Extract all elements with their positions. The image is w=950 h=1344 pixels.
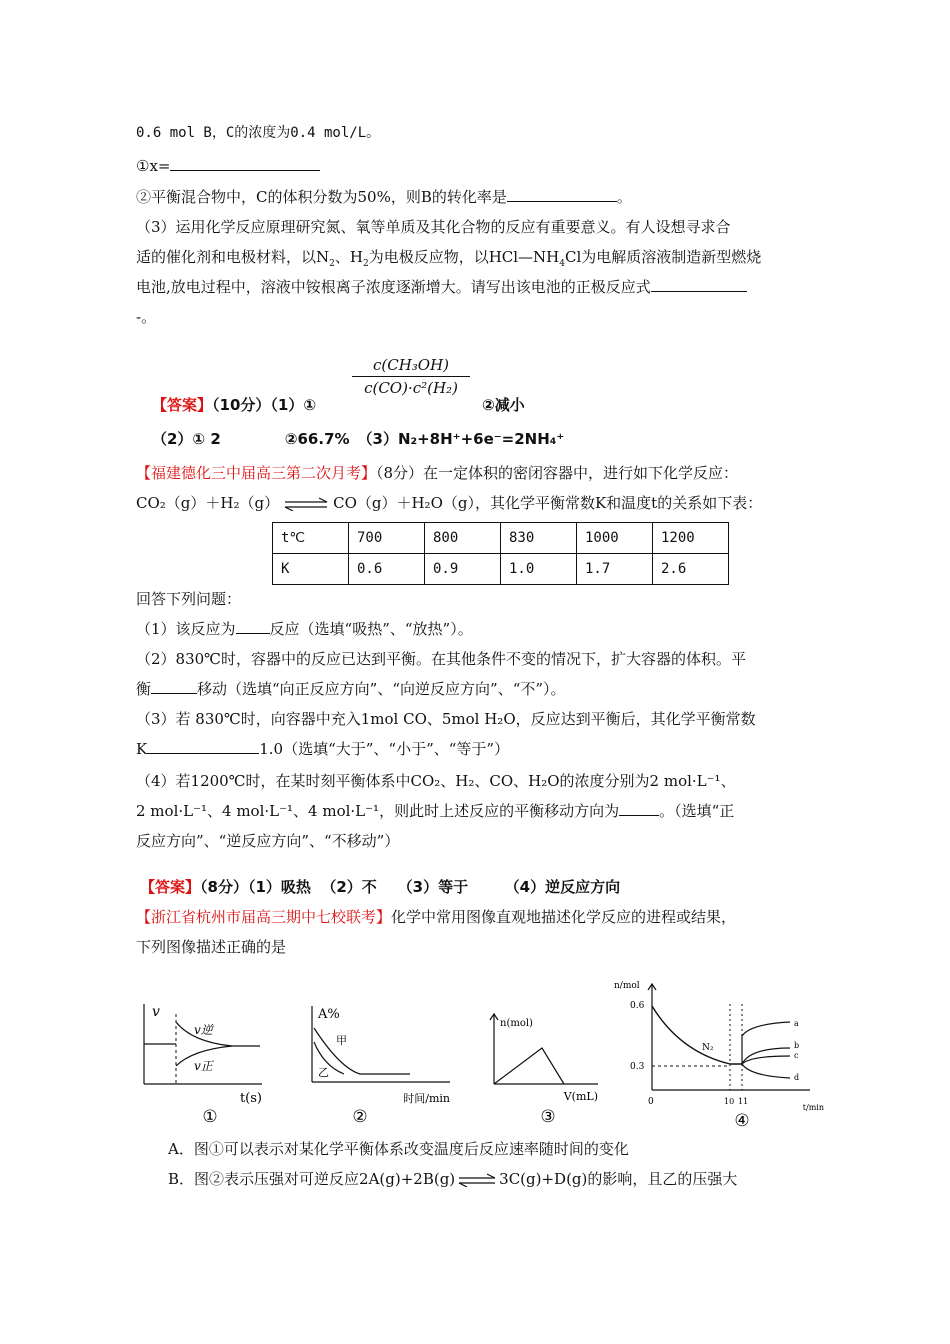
table-cell: t℃	[273, 523, 349, 554]
k-table	[272, 522, 729, 585]
t: 3C(g)+D(g)的影响，且乙的压强大	[499, 1170, 738, 1188]
sub-question-2: （2）830℃时，容器中的反应已达到平衡。在其他条件不变的情况下，扩大容器的体积。平	[136, 650, 746, 668]
t: （8分）在一定体积的密闭容器中，进行如下化学反应：	[376, 464, 739, 482]
axis-y-label: n/mol	[614, 981, 640, 991]
answer-blank	[151, 679, 197, 694]
option-a: A．图①可以表示对某化学平衡体系改变温度后反应速率随时间的变化	[168, 1140, 629, 1158]
problem-3-intro: 下列图像描述正确的是	[136, 938, 287, 956]
question-1-2	[136, 186, 632, 208]
curve-label: N₂	[702, 1043, 714, 1053]
t: B．图②表示压强对可逆反应2A(g)+2B(g)	[168, 1170, 456, 1188]
t: （2）① 2	[152, 430, 221, 448]
answer-tag: 【答案】	[140, 878, 201, 896]
axis-x-label: t/min	[802, 1103, 824, 1112]
sub-question-3	[136, 738, 509, 760]
axis-y-label: A%	[318, 1007, 340, 1022]
curve-label: c	[794, 1051, 799, 1060]
tick-label: 0.6	[630, 1001, 645, 1011]
t: 移动（选填“向正反应方向”、“向逆反应方向”、“不”）。	[197, 680, 566, 698]
t: Cl为电解质溶液制造新型燃烧	[565, 248, 762, 266]
question-1-3-line: （3）运用化学反应原理研究氮、氧等单质及其化合物的反应有重要意义。有人设想寻求合	[136, 218, 731, 236]
answer-1-line-1	[152, 394, 316, 416]
curve-label: d	[794, 1073, 800, 1082]
axis-x-label: t(s)	[239, 1091, 262, 1106]
curve-label: v逆	[194, 1023, 213, 1037]
figure-number: ③	[540, 1107, 556, 1127]
t: 。（选填“正	[659, 802, 735, 820]
equilibrium-arrow-icon	[457, 1173, 497, 1187]
t: ②66.7%	[284, 430, 350, 448]
table-cell: 830	[501, 523, 577, 554]
figure-number: ④	[734, 1111, 750, 1130]
answer-blank	[619, 801, 659, 816]
answer-blank	[651, 277, 747, 292]
fraction	[352, 356, 470, 397]
source-tag: 【浙江省杭州市届高三期中七校联考】	[136, 908, 392, 926]
t: 1.0（选填“大于”、“小于”、“等于”）	[259, 740, 510, 758]
answer-blank	[170, 156, 320, 171]
curve-label: b	[794, 1041, 800, 1050]
axis-y-label: n(mol)	[500, 1018, 533, 1029]
answer-text: ②减小	[482, 396, 525, 414]
answer-text: （8分）（1）吸热 （2）不 （3）等于 （4）逆反应方向	[200, 878, 621, 896]
tick-label: 0	[648, 1097, 654, 1107]
t: 化学中常用图像直观地描述化学反应的进程或结果，	[391, 908, 737, 926]
t: 衡	[136, 680, 152, 698]
t: 为电极反应物，以HCl—NH	[368, 248, 560, 266]
table-cell: 1.0	[501, 554, 577, 585]
table-cell: 1.7	[577, 554, 653, 585]
answer-tag: 【答案】	[152, 396, 213, 414]
t: 2 mol·L⁻¹、4 mol·L⁻¹、4 mol·L⁻¹，则此时上述反应的平衡移动方向为	[136, 802, 620, 820]
figure-4	[610, 974, 826, 1130]
problem-3-intro	[136, 906, 736, 928]
table-row	[273, 554, 729, 585]
answer-blank	[507, 187, 617, 202]
sub-question-1	[136, 618, 473, 640]
sub-question-4: （4）若1200℃时，在某时刻平衡体系中CO₂、H₂、CO、H₂O的浓度分别为2 mol·L⁻¹、	[136, 772, 736, 790]
figure-1	[132, 1000, 272, 1128]
curve-label: 乙	[318, 1066, 329, 1079]
t: 反应（选填“吸热”、“放热”）。	[269, 620, 473, 638]
label: ②平衡混合物中，C的体积分数为50%，则B的转化率是	[136, 188, 507, 206]
answer-blank	[147, 739, 259, 754]
figure-2	[300, 998, 460, 1128]
table-cell: 1000	[577, 523, 653, 554]
table-cell: 0.6	[349, 554, 425, 585]
t: 电池,放电过程中，溶液中铵根离子浓度逐渐增大。请写出该电池的正极反应式	[136, 278, 651, 296]
period: 。	[616, 188, 632, 206]
sub-question-4	[136, 800, 734, 822]
label: ①x=	[136, 157, 171, 175]
t: （1）该反应为	[136, 620, 236, 638]
curve-label: 甲	[336, 1034, 347, 1047]
answer-2	[140, 876, 620, 898]
axis-x-label: V(mL)	[563, 1090, 598, 1103]
equilibrium-arrow-icon	[283, 497, 329, 511]
sub-question-4: 反应方向”、“逆反应方向”、“不移动”）	[136, 832, 400, 850]
table-cell: 1200	[653, 523, 729, 554]
t: CO（g）＋H₂O（g），其化学平衡常数K和温度t的关系如下表：	[333, 494, 763, 512]
source-tag: 【福建德化三中届高三第二次月考】	[136, 464, 377, 482]
fraction-denominator: c(CO)·c²(H₂)	[364, 379, 458, 397]
t: 适的催化剂和电极材料，以N	[136, 248, 330, 266]
t: 、H	[334, 248, 363, 266]
curve-label: a	[794, 1019, 799, 1028]
axis-x-label: 时间/min	[403, 1092, 450, 1105]
t: K	[136, 740, 148, 758]
figure-number: ①	[202, 1107, 218, 1127]
curve-label: v正	[194, 1059, 213, 1073]
answer-blank	[236, 619, 270, 634]
fraction-numerator: c(CH₃OH)	[372, 356, 450, 374]
option-b	[168, 1168, 737, 1190]
text-line: 回答下列问题：	[136, 590, 242, 608]
answer-1-line-2	[152, 428, 564, 450]
figure-number: ②	[352, 1107, 368, 1127]
sub-question-3: （3）若 830℃时，向容器中充入1mol CO、5mol H₂O，反应达到平衡后，其化学平衡常数	[136, 710, 756, 728]
equation	[136, 492, 762, 514]
tick-label: 0.3	[630, 1062, 645, 1072]
axis-y-label: v	[152, 1004, 160, 1020]
table-cell: 800	[425, 523, 501, 554]
fraction-bar	[352, 376, 470, 377]
text-line: 0.6 mol B，C的浓度为0.4 mol/L。	[136, 125, 381, 141]
answer-text: （10分）（1）①	[212, 396, 317, 414]
problem-2-intro	[136, 462, 738, 484]
sub-question-2	[136, 678, 566, 700]
table-cell: K	[273, 554, 349, 585]
table-row	[273, 523, 729, 554]
question-1-3-line: -。	[136, 308, 157, 326]
question-1-3-line	[136, 276, 747, 298]
tick-label: 11	[738, 1097, 749, 1106]
tick-label: 10	[724, 1097, 735, 1106]
t: （3）N₂+8H⁺+6e⁻=2NH₄⁺	[357, 430, 565, 448]
figure-3	[486, 1010, 606, 1128]
question-1-1	[136, 155, 320, 177]
table-cell: 700	[349, 523, 425, 554]
table-cell: 0.9	[425, 554, 501, 585]
t: CO₂（g）＋H₂（g）	[136, 494, 280, 512]
question-1-3-line: 适的催化剂和电极材料，以$N_2$、$H_2$为电极反应物，以$HCl—NH_4Cl$为电解质溶液制造新型燃烧	[136, 248, 762, 269]
table-cell: 2.6	[653, 554, 729, 585]
